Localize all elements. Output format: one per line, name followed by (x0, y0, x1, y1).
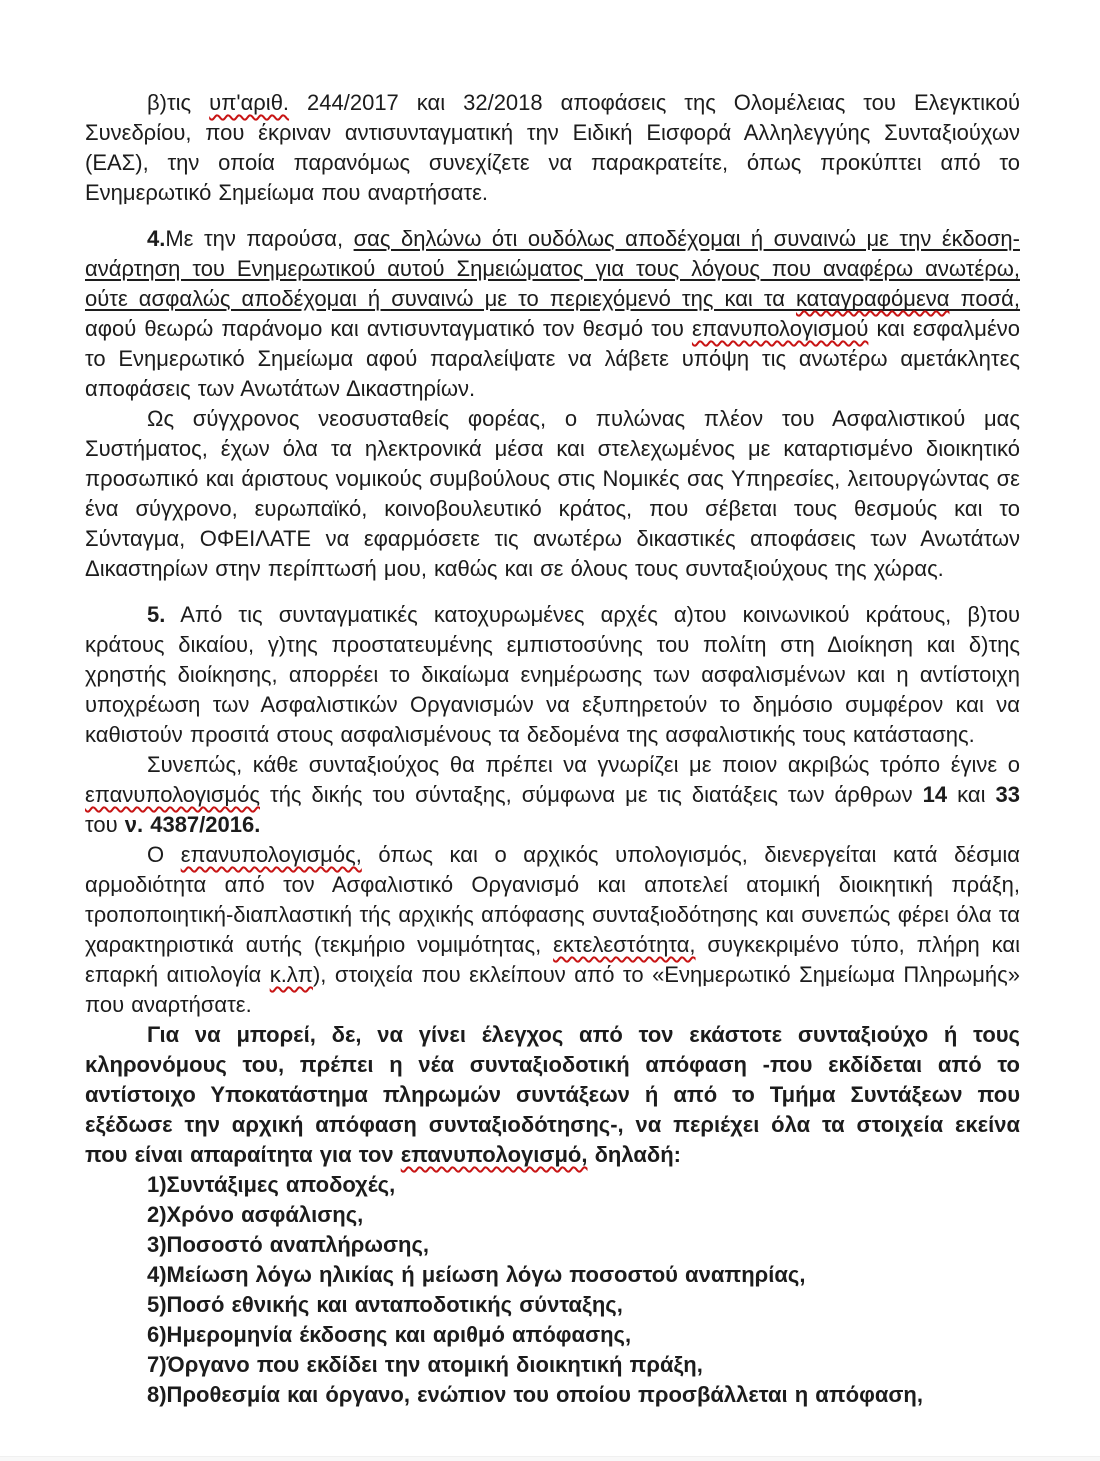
text-segment: όπως και ο αρχικός υπολογισμός, διενεργείται κατά δέσμια αρμοδιότητα από τον Ασφαλιστικό Οργανισμό και αποτελεί ατομική διοικητική πράξη, τροποποιητική-διαπλαστική τής αρχικής απόφασης συνταξιοδότησης και συνεπώς φέρει όλα τα χαρακτηριστικά αυτής (τεκμήριο νομιμότητας, (85, 842, 1020, 957)
paragraph-recalculation-right (85, 750, 1020, 840)
text-segment: και (947, 782, 996, 807)
text-segment: 244/2017 και 32/2018 αποφάσεις της Ολομέλειας του Ελεγκτικού Συνεδρίου, που έκριναν αντισυνταγματική την Ειδική Εισφορά Αλληλεγγύης Συνταξιούχων (ΕΑΣ), την οποία παρανόμως συνεχίζετε να παρακρατείτε, όπως προκύπτει από το Ενημερωτικό Σημείωμα που αναρτήσατε. (85, 90, 1020, 205)
text-segment: Συνεπώς, κάθε συνταξιούχος θα πρέπει να γνωρίζει με ποιον ακριβώς τρόπο έγινε ο (147, 752, 1020, 777)
paragraph-declaration (85, 224, 1020, 404)
text-segment: Με την παρούσα, (165, 226, 354, 251)
text-segment: ποσά, (949, 286, 1021, 311)
text-segment: και εσφαλμένο το Ενημερωτικό Σημείωμα αφού παραλείψατε να λάβετε υπόψη τις ανωτέρω αμετάκλητες αποφάσεις των Ανωτάτων Δικαστηρίων. (85, 316, 1020, 401)
text-segment: Για να μπορεί, δε, να γίνει έλεγχος από τον εκάστοτε συνταξιούχο ή τους κληρονόμους του, πρέπει η νέα συνταξιοδοτική απόφαση -που εκδίδεται από το αντίστοιχο Υποκατάστημα πληρωμών συντάξεων ή από το Τμήμα Συντάξεων που εξέδωσε την αρχική απόφαση συνταξιοδότησης-, να περιέχει όλα τα στοιχεία εκείνα που είναι απαραίτητα για τον (85, 1022, 1020, 1167)
spellcheck-word: επανυπολογισμό, (400, 1142, 588, 1167)
spellcheck-word: επανυπολογισμός (85, 782, 260, 807)
page-bottom-edge (0, 1456, 1100, 1461)
list-item: 3)Ποσοστό αναπλήρωσης, (147, 1232, 430, 1257)
paragraph-court-decisions (85, 88, 1020, 208)
text-segment: Ως σύγχρονος νεοσυσταθείς φορέας, ο πυλώνας πλέον του Ασφαλιστικού μας Συστήματος, έχων όλα τα ηλεκτρονικά μέσα και στελεχωμένος με καταρτισμένο διοικητικό προσωπικό και άριστους νομικούς συμβούλους στις Νομικές σας Υπηρεσίες, λειτουργώντας σε ένα σύγχρονο, ευρωπαϊκό, κοινοβουλευτικό κράτος, που σέβεται τους θεσμούς και το Σύνταγμα, ΟΦΕΙΛΑΤΕ να εφαρμόσετε τις ανωτέρω δικαστικές αποφάσεις των Ανωτάτων Δικαστηρίων στην περίπτωσή μου, καθώς και σε όλους τους συνταξιούχους της χώρας. (85, 406, 1020, 581)
text-segment: συγκεκριμένο τύπο, πλήρη και επαρκή αιτιολογία (85, 932, 1020, 987)
paragraph-constitutional-principles (85, 600, 1020, 750)
paragraph-required-elements (85, 1020, 1020, 1170)
article-number: 33 (995, 782, 1020, 807)
paragraph-modern-organization (85, 404, 1020, 584)
text-segment: ), στοιχεία που εκλείπουν από το «Ενημερωτικό Σημείωμα Πληρωμής» που αναρτήσατε. (85, 962, 1020, 1017)
spellcheck-word: υπ'αριθ. (209, 90, 290, 115)
paragraph-number: 4. (147, 226, 166, 251)
spellcheck-word: καταγραφόμενα (795, 286, 950, 311)
text-segment: Από τις συνταγματικές κατοχυρωμένες αρχές α)του κοινωνικού κράτους, β)του κράτους δικαίου, γ)της προστατευμένης εμπιστοσύνης του πολίτη στη Διοίκηση και δ)της χρηστής διοίκησης, απορρέει το δικαίωμα ενημέρωσης των ασφαλισμένων και η αντίστοιχη υποχρέωση των Ασφαλιστικών Οργανισμών να εξυπηρετούν το δημόσιο συμφέρον και να καθιστούν προσιτά στους ασφαλισμένους τα δεδομένα της ασφαλιστικής τους κατάστασης. (85, 602, 1020, 747)
list-item: 6)Ημερομηνία έκδοσης και αριθμό απόφασης, (147, 1322, 632, 1347)
text-segment: σας δηλώνω ότι ουδόλως αποδέχομαι ή συναινώ με την έκδοση-ανάρτηση του Ενημερωτικού αυτού Σημειώματος για τους λόγους που αναφέρω ανωτέρω, ούτε ασφαλώς αποδέχομαι ή συναινώ με το περιεχόμενό της και τα (85, 226, 1020, 311)
spellcheck-word: κ.λπ (269, 962, 313, 987)
paragraph-administrative-act (85, 840, 1020, 1020)
list-item: 7)Όργανο που εκδίδει την ατομική διοικητική πράξη, (147, 1352, 703, 1377)
law-reference: ν. 4387/2016. (124, 812, 261, 837)
list-item: 8)Προθεσμία και όργανο, ενώπιον του οποίου προσβάλλεται η απόφαση, (147, 1382, 923, 1407)
text-segment: αφού θεωρώ παράνομο και αντισυνταγματικό τον θεσμό του (85, 316, 692, 341)
text-segment: τής δικής του σύνταξης, σύμφωνα με τις διατάξεις των άρθρων (260, 782, 923, 807)
text-segment: του (85, 812, 125, 837)
spellcheck-word: εκτελεστότητα, (553, 932, 696, 957)
spellcheck-word: επανυπολογισμός, (180, 842, 362, 867)
list-item: 2)Χρόνο ασφάλισης, (147, 1202, 364, 1227)
paragraph-number: 5. (147, 602, 166, 627)
list-item: 1)Συντάξιμες αποδοχές, (147, 1172, 396, 1197)
article-number: 14 (922, 782, 948, 807)
text-segment: Ο (147, 842, 181, 867)
text-segment: δηλαδή: (587, 1142, 681, 1167)
spellcheck-word: επανυπολογισμού (691, 316, 869, 341)
text-segment: β)τις (147, 90, 210, 115)
list-item: 4)Μείωση λόγω ηλικίας ή μείωση λόγω ποσοστού αναπηρίας, (147, 1262, 806, 1287)
list-item: 5)Ποσό εθνικής και ανταποδοτικής σύνταξης, (147, 1292, 623, 1317)
numbered-list (85, 1170, 1020, 1410)
